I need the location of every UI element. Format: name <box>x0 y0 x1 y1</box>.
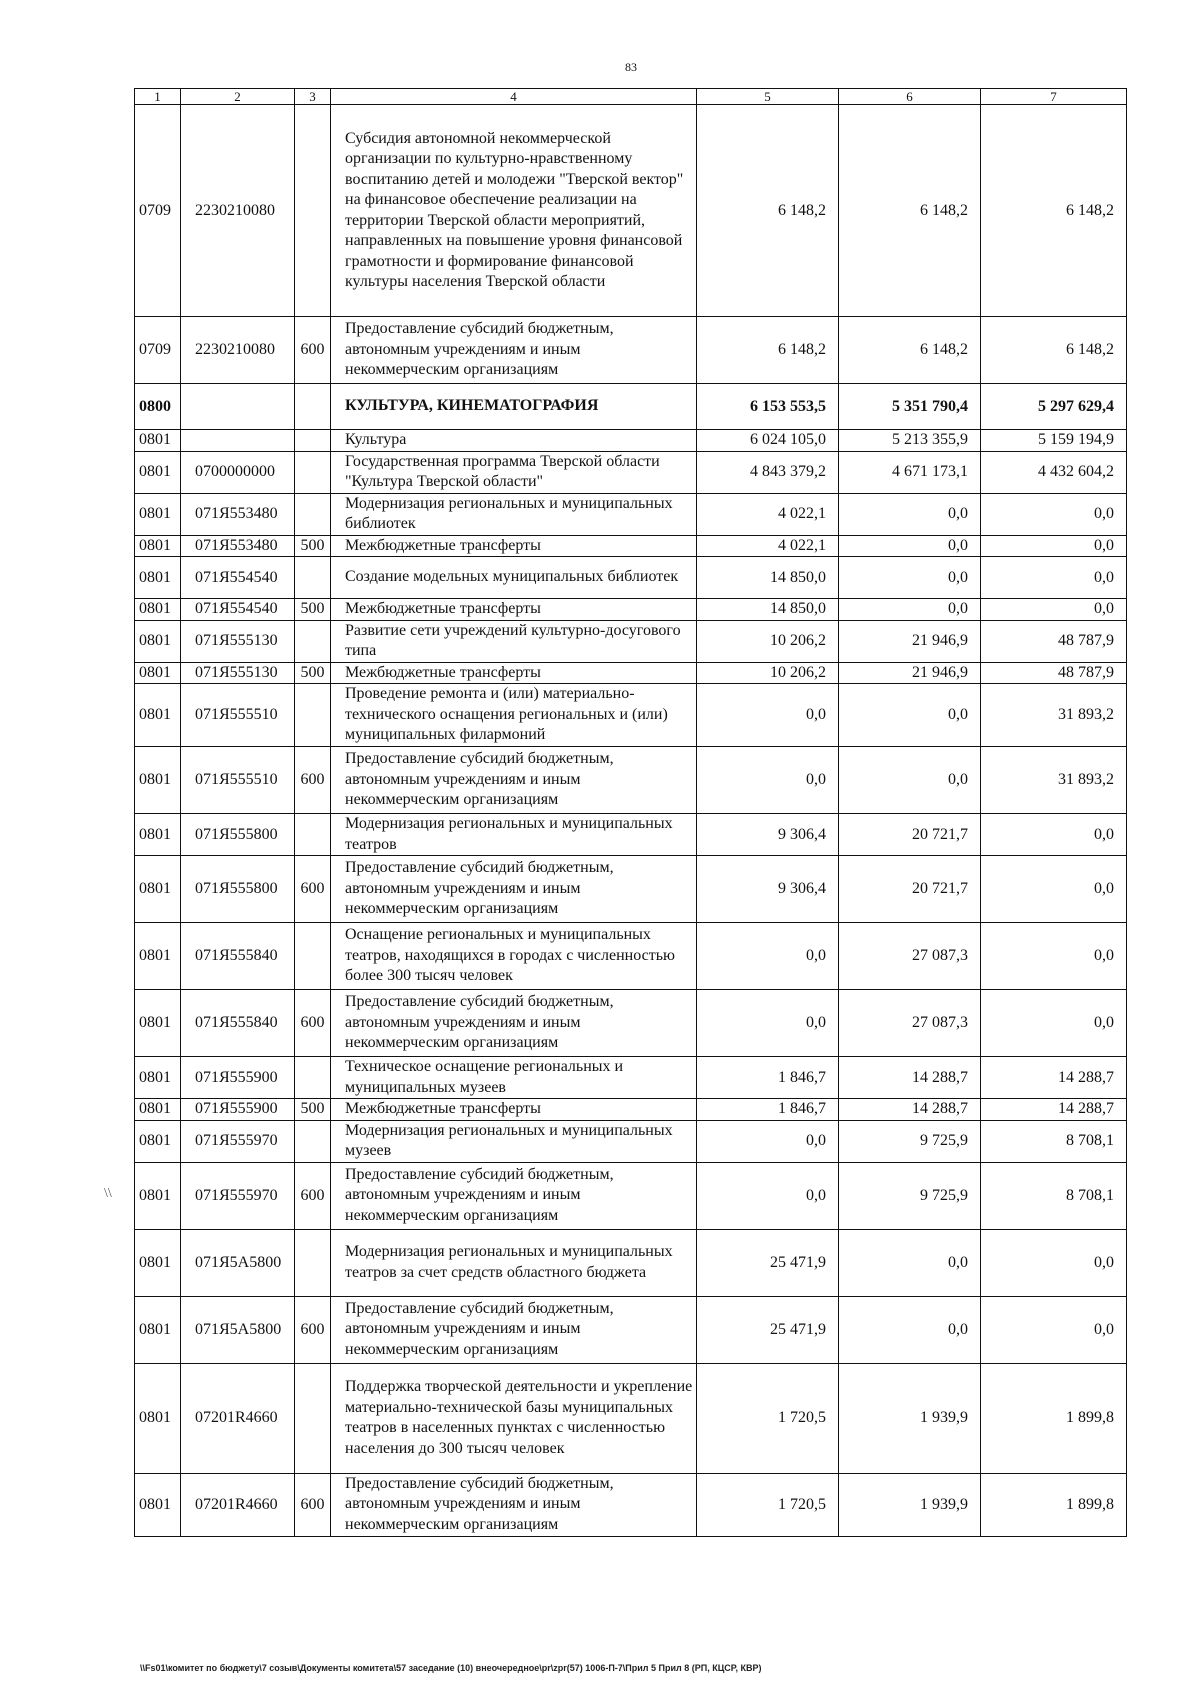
table-row <box>135 923 1127 990</box>
item-name-cell: Субсидия автономной некоммерческой организации по культурно-нравственному воспитанию детей и молодежи "Тверской вектор" на финансовое обеспечение реализации на территории Тверской области мероприятий, направленных на повышение уровня финансовой грамотности и формирование финансовой культуры населения Тверской области <box>331 105 697 317</box>
amount-col6-cell: 20 721,7 <box>839 856 981 923</box>
amount-col6-cell: 0,0 <box>839 535 981 557</box>
section-code-cell: 0801 <box>135 599 181 621</box>
target-code-cell: 071Я553480 <box>181 535 295 557</box>
expense-type-cell <box>295 1363 331 1473</box>
target-code-cell: 2230210080 <box>181 105 295 317</box>
target-code-cell: 071Я555800 <box>181 856 295 923</box>
section-code-cell: 0709 <box>135 105 181 317</box>
table-row <box>135 557 1127 599</box>
table-row <box>135 599 1127 621</box>
column-header-7: 7 <box>981 89 1127 105</box>
budget-table <box>134 88 1127 1537</box>
table-row <box>135 1120 1127 1162</box>
amount-col7-cell: 4 432 604,2 <box>981 451 1127 493</box>
table-row <box>135 1162 1127 1229</box>
amount-col6-cell: 6 148,2 <box>839 105 981 317</box>
section-code-cell: 0801 <box>135 1099 181 1121</box>
target-code-cell: 071Я555510 <box>181 747 295 814</box>
item-name-cell: Предоставление субсидий бюджетным, автономным учреждениям и иным некоммерческим организациям <box>331 990 697 1057</box>
amount-col7-cell: 8 708,1 <box>981 1120 1127 1162</box>
amount-col6-cell: 27 087,3 <box>839 990 981 1057</box>
amount-col5-cell: 0,0 <box>697 1162 839 1229</box>
amount-col6-cell: 0,0 <box>839 599 981 621</box>
section-code-cell: 0801 <box>135 1162 181 1229</box>
expense-type-cell <box>295 923 331 990</box>
column-header-4: 4 <box>331 89 697 105</box>
item-name-cell: КУЛЬТУРА, КИНЕМАТОГРАФИЯ <box>331 384 697 430</box>
item-name-cell: Техническое оснащение региональных и муниципальных музеев <box>331 1057 697 1099</box>
target-code-cell <box>181 430 295 452</box>
section-code-cell: 0801 <box>135 1057 181 1099</box>
amount-col6-cell: 0,0 <box>839 747 981 814</box>
table-row <box>135 620 1127 662</box>
section-code-cell: 0801 <box>135 990 181 1057</box>
amount-col5-cell: 6 153 553,5 <box>697 384 839 430</box>
target-code-cell: 071Я555840 <box>181 990 295 1057</box>
table-row <box>135 1296 1127 1363</box>
section-code-cell: 0709 <box>135 317 181 384</box>
section-code-cell: 0801 <box>135 1229 181 1296</box>
amount-col5-cell: 0,0 <box>697 747 839 814</box>
expense-type-cell: 600 <box>295 1473 331 1536</box>
amount-col7-cell: 0,0 <box>981 814 1127 856</box>
section-code-cell: 0801 <box>135 1296 181 1363</box>
column-header-6: 6 <box>839 89 981 105</box>
amount-col7-cell: 0,0 <box>981 557 1127 599</box>
target-code-cell: 071Я554540 <box>181 557 295 599</box>
item-name-cell: Предоставление субсидий бюджетным, автономным учреждениям и иным некоммерческим организациям <box>331 1296 697 1363</box>
section-code-cell: 0801 <box>135 923 181 990</box>
amount-col6-cell: 1 939,9 <box>839 1363 981 1473</box>
target-code-cell: 0700000000 <box>181 451 295 493</box>
section-code-cell: 0801 <box>135 1473 181 1536</box>
item-name-cell: Межбюджетные трансферты <box>331 662 697 684</box>
item-name-cell: Межбюджетные трансферты <box>331 535 697 557</box>
amount-col6-cell: 0,0 <box>839 1296 981 1363</box>
section-code-cell: 0801 <box>135 451 181 493</box>
section-code-cell: 0801 <box>135 430 181 452</box>
amount-col5-cell: 9 306,4 <box>697 856 839 923</box>
amount-col6-cell: 5 351 790,4 <box>839 384 981 430</box>
amount-col5-cell: 14 850,0 <box>697 557 839 599</box>
amount-col7-cell: 8 708,1 <box>981 1162 1127 1229</box>
amount-col6-cell: 9 725,9 <box>839 1120 981 1162</box>
target-code-cell: 071Я555130 <box>181 620 295 662</box>
amount-col7-cell: 0,0 <box>981 599 1127 621</box>
section-code-cell: 0801 <box>135 856 181 923</box>
expense-type-cell <box>295 557 331 599</box>
table-row <box>135 493 1127 535</box>
target-code-cell: 07201R4660 <box>181 1363 295 1473</box>
item-name-cell: Культура <box>331 430 697 452</box>
amount-col6-cell: 27 087,3 <box>839 923 981 990</box>
expense-type-cell: 600 <box>295 1296 331 1363</box>
amount-col5-cell: 6 148,2 <box>697 105 839 317</box>
expense-type-cell: 500 <box>295 599 331 621</box>
amount-col5-cell: 1 720,5 <box>697 1363 839 1473</box>
amount-col7-cell: 48 787,9 <box>981 620 1127 662</box>
amount-col6-cell: 14 288,7 <box>839 1099 981 1121</box>
expense-type-cell <box>295 1120 331 1162</box>
table-row <box>135 1099 1127 1121</box>
amount-col7-cell: 0,0 <box>981 493 1127 535</box>
target-code-cell: 071Я554540 <box>181 599 295 621</box>
amount-col6-cell: 21 946,9 <box>839 662 981 684</box>
table-row <box>135 747 1127 814</box>
table-row <box>135 684 1127 747</box>
amount-col7-cell: 31 893,2 <box>981 747 1127 814</box>
item-name-cell: Создание модельных муниципальных библиотек <box>331 557 697 599</box>
amount-col6-cell: 0,0 <box>839 684 981 747</box>
table-row <box>135 535 1127 557</box>
item-name-cell: Предоставление субсидий бюджетным, автономным учреждениям и иным некоммерческим организациям <box>331 317 697 384</box>
amount-col7-cell: 5 159 194,9 <box>981 430 1127 452</box>
amount-col5-cell: 10 206,2 <box>697 662 839 684</box>
amount-col5-cell: 1 720,5 <box>697 1473 839 1536</box>
section-code-cell: 0801 <box>135 535 181 557</box>
amount-col6-cell: 9 725,9 <box>839 1162 981 1229</box>
section-code-cell: 0800 <box>135 384 181 430</box>
table-row <box>135 1363 1127 1473</box>
amount-col5-cell: 9 306,4 <box>697 814 839 856</box>
expense-type-cell: 600 <box>295 747 331 814</box>
amount-col5-cell: 25 471,9 <box>697 1296 839 1363</box>
page-number: 83 <box>625 60 637 74</box>
amount-col5-cell: 1 846,7 <box>697 1099 839 1121</box>
section-code-cell: 0801 <box>135 684 181 747</box>
amount-col6-cell: 4 671 173,1 <box>839 451 981 493</box>
amount-col5-cell: 4 022,1 <box>697 535 839 557</box>
item-name-cell: Оснащение региональных и муниципальных театров, находящихся в городах с численностью более 300 тысяч человек <box>331 923 697 990</box>
amount-col5-cell: 0,0 <box>697 923 839 990</box>
amount-col6-cell: 14 288,7 <box>839 1057 981 1099</box>
item-name-cell: Межбюджетные трансферты <box>331 1099 697 1121</box>
column-header-3: 3 <box>295 89 331 105</box>
target-code-cell: 071Я555130 <box>181 662 295 684</box>
table-row <box>135 1229 1127 1296</box>
target-code-cell: 071Я555900 <box>181 1057 295 1099</box>
expense-type-cell: 600 <box>295 990 331 1057</box>
expense-type-cell: 500 <box>295 662 331 684</box>
section-code-cell: 0801 <box>135 747 181 814</box>
table-row <box>135 317 1127 384</box>
item-name-cell: Модернизация региональных и муниципальных библиотек <box>331 493 697 535</box>
section-code-cell: 0801 <box>135 662 181 684</box>
target-code-cell: 071Я555800 <box>181 814 295 856</box>
expense-type-cell <box>295 493 331 535</box>
column-header-row <box>135 89 1127 105</box>
amount-col5-cell: 10 206,2 <box>697 620 839 662</box>
target-code-cell: 2230210080 <box>181 317 295 384</box>
expense-type-cell <box>295 684 331 747</box>
expense-type-cell: 600 <box>295 856 331 923</box>
target-code-cell: 071Я5А5800 <box>181 1229 295 1296</box>
amount-col5-cell: 14 850,0 <box>697 599 839 621</box>
expense-type-cell <box>295 1057 331 1099</box>
item-name-cell: Развитие сети учреждений культурно-досугового типа <box>331 620 697 662</box>
expense-type-cell <box>295 451 331 493</box>
item-name-cell: Поддержка творческой деятельности и укрепление материально-технической базы муниципальных театров в населенных пунктах с численностью населения до 300 тысяч человек <box>331 1363 697 1473</box>
table-row <box>135 856 1127 923</box>
amount-col6-cell: 0,0 <box>839 557 981 599</box>
amount-col7-cell: 14 288,7 <box>981 1099 1127 1121</box>
item-name-cell: Государственная программа Тверской области "Культура Тверской области" <box>331 451 697 493</box>
amount-col7-cell: 5 297 629,4 <box>981 384 1127 430</box>
target-code-cell: 071Я555970 <box>181 1120 295 1162</box>
amount-col6-cell: 6 148,2 <box>839 317 981 384</box>
section-code-cell: 0801 <box>135 814 181 856</box>
amount-col5-cell: 0,0 <box>697 1120 839 1162</box>
amount-col5-cell: 4 022,1 <box>697 493 839 535</box>
table-row <box>135 430 1127 452</box>
expense-type-cell <box>295 1229 331 1296</box>
amount-col6-cell: 5 213 355,9 <box>839 430 981 452</box>
amount-col5-cell: 6 148,2 <box>697 317 839 384</box>
amount-col7-cell: 0,0 <box>981 535 1127 557</box>
amount-col6-cell: 21 946,9 <box>839 620 981 662</box>
expense-type-cell: 500 <box>295 1099 331 1121</box>
amount-col5-cell: 0,0 <box>697 684 839 747</box>
section-code-cell: 0801 <box>135 1363 181 1473</box>
table-row <box>135 105 1127 317</box>
target-code-cell: 071Я555970 <box>181 1162 295 1229</box>
item-name-cell: Предоставление субсидий бюджетным, автономным учреждениям и иным некоммерческим организациям <box>331 747 697 814</box>
target-code-cell <box>181 384 295 430</box>
expense-type-cell <box>295 430 331 452</box>
section-code-cell: 0801 <box>135 557 181 599</box>
table-row <box>135 1473 1127 1536</box>
item-name-cell: Предоставление субсидий бюджетным, автономным учреждениям и иным некоммерческим организациям <box>331 1473 697 1536</box>
amount-col6-cell: 1 939,9 <box>839 1473 981 1536</box>
amount-col7-cell: 1 899,8 <box>981 1363 1127 1473</box>
column-header-5: 5 <box>697 89 839 105</box>
target-code-cell: 071Я555900 <box>181 1099 295 1121</box>
amount-col5-cell: 0,0 <box>697 990 839 1057</box>
target-code-cell: 071Я5А5800 <box>181 1296 295 1363</box>
expense-type-cell <box>295 384 331 430</box>
amount-col7-cell: 0,0 <box>981 856 1127 923</box>
amount-col6-cell: 0,0 <box>839 1229 981 1296</box>
amount-col7-cell: 0,0 <box>981 923 1127 990</box>
table-row <box>135 662 1127 684</box>
table-row <box>135 384 1127 430</box>
item-name-cell: Модернизация региональных и муниципальных театров <box>331 814 697 856</box>
amount-col7-cell: 0,0 <box>981 1229 1127 1296</box>
item-name-cell: Предоставление субсидий бюджетным, автономным учреждениям и иным некоммерческим организациям <box>331 1162 697 1229</box>
amount-col6-cell: 20 721,7 <box>839 814 981 856</box>
amount-col6-cell: 0,0 <box>839 493 981 535</box>
target-code-cell: 071Я555840 <box>181 923 295 990</box>
item-name-cell: Проведение ремонта и (или) материально-технического оснащения региональных и (или) муниципальных филармоний <box>331 684 697 747</box>
column-header-2: 2 <box>181 89 295 105</box>
expense-type-cell <box>295 814 331 856</box>
expense-type-cell: 600 <box>295 1162 331 1229</box>
table-row <box>135 990 1127 1057</box>
section-code-cell: 0801 <box>135 493 181 535</box>
amount-col7-cell: 0,0 <box>981 1296 1127 1363</box>
amount-col5-cell: 25 471,9 <box>697 1229 839 1296</box>
item-name-cell: Межбюджетные трансферты <box>331 599 697 621</box>
expense-type-cell: 500 <box>295 535 331 557</box>
amount-col7-cell: 14 288,7 <box>981 1057 1127 1099</box>
expense-type-cell: 600 <box>295 317 331 384</box>
amount-col7-cell: 31 893,2 <box>981 684 1127 747</box>
item-name-cell: Модернизация региональных и муниципальных театров за счет средств областного бюджета <box>331 1229 697 1296</box>
target-code-cell: 071Я553480 <box>181 493 295 535</box>
table-row <box>135 451 1127 493</box>
target-code-cell: 07201R4660 <box>181 1473 295 1536</box>
section-code-cell: 0801 <box>135 620 181 662</box>
expense-type-cell <box>295 105 331 317</box>
amount-col7-cell: 6 148,2 <box>981 317 1127 384</box>
amount-col7-cell: 1 899,8 <box>981 1473 1127 1536</box>
amount-col5-cell: 1 846,7 <box>697 1057 839 1099</box>
item-name-cell: Модернизация региональных и муниципальных музеев <box>331 1120 697 1162</box>
table-row <box>135 1057 1127 1099</box>
amount-col7-cell: 6 148,2 <box>981 105 1127 317</box>
target-code-cell: 071Я555510 <box>181 684 295 747</box>
expense-type-cell <box>295 620 331 662</box>
section-code-cell: 0801 <box>135 1120 181 1162</box>
footer-file-path: \\Fs01\комитет по бюджету\7 созыв\Документы комитета\57 заседание (10) внеочередное\pr\zpr(57) 1006-П-7\Прил 5 Прил 8 (РП, КЦСР, КВР) <box>140 1663 762 1673</box>
amount-col7-cell: 48 787,9 <box>981 662 1127 684</box>
amount-col7-cell: 0,0 <box>981 990 1127 1057</box>
item-name-cell: Предоставление субсидий бюджетным, автономным учреждениям и иным некоммерческим организациям <box>331 856 697 923</box>
amount-col5-cell: 6 024 105,0 <box>697 430 839 452</box>
table-row <box>135 814 1127 856</box>
column-header-1: 1 <box>135 89 181 105</box>
amount-col5-cell: 4 843 379,2 <box>697 451 839 493</box>
scan-mark: \\ <box>104 1186 112 1201</box>
